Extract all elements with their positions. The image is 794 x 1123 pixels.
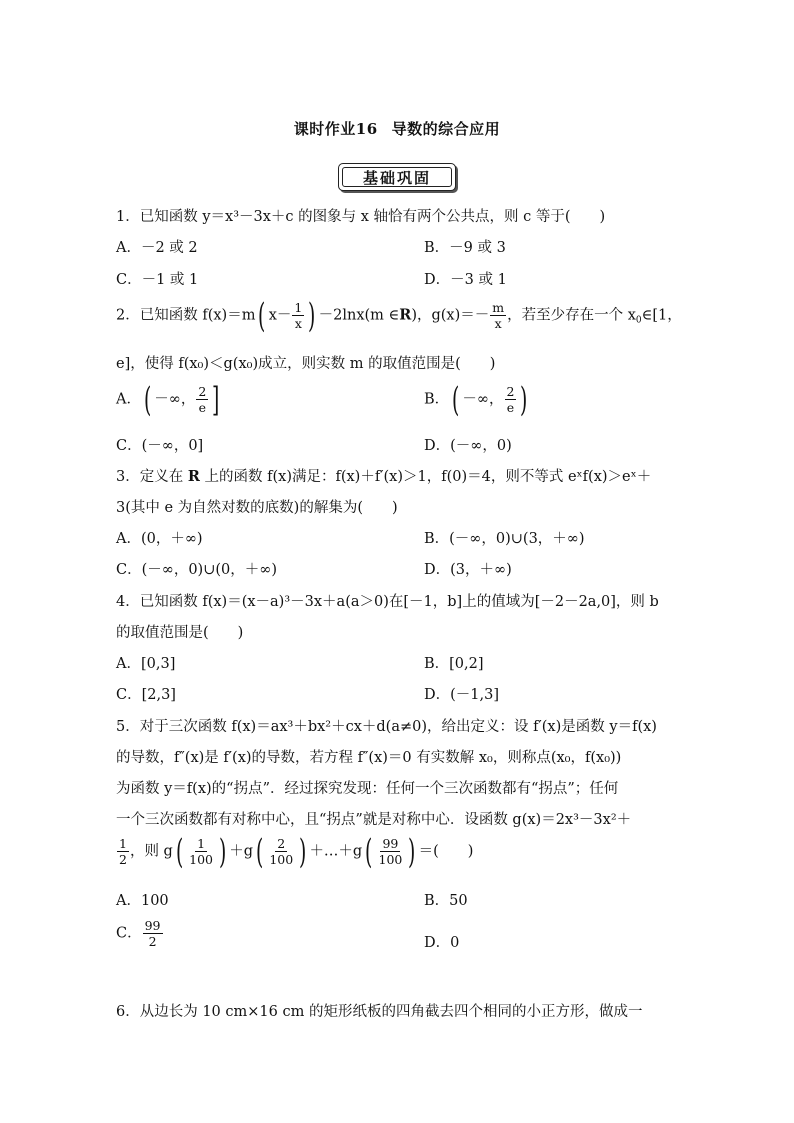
q3-option-c: C．(－∞，0)∪(0，＋∞)	[116, 562, 277, 578]
section-badge	[338, 163, 456, 191]
q5-option-d: D．0	[424, 935, 460, 951]
q3-option-d: D．(3，＋∞)	[424, 562, 512, 578]
q5-stem-line5: $\frac{1}{2}$ ，则 g( $\frac{1}{100}$ ) ＋g( $\frac{2}{100}$ ) ＋…＋g( $\frac{99}{100}$ ) ＝( )	[119, 831, 474, 872]
q3-stem-line1: 3．定义在 R 上的函数 f(x)满足：f(x)＋f′(x)＞1，f(0)＝4，则不等式 eˣf(x)＞eˣ＋	[116, 468, 652, 485]
q3-option-b: B．(－∞，0)∪(3，＋∞)	[424, 531, 585, 547]
q5-stem-line3: 为函数 y＝f(x)的“拐点”．经过探究发现：任何一个三次函数都有“拐点”；任何	[116, 781, 619, 797]
q4-option-d: D．(－1,3]	[424, 687, 499, 703]
lesson-label: 课时作业16	[293, 120, 378, 138]
page-title	[0, 118, 794, 139]
q5-option-a: A．100	[116, 893, 169, 909]
q4-option-a: A．[0,3]	[116, 656, 176, 672]
q1-option-b: B．－9 或 3	[424, 240, 506, 256]
q4-option-b: B．[0,2]	[424, 656, 484, 672]
q4-option-c: C．[2,3]	[116, 687, 176, 703]
q5-stem-line4: 一个三次函数都有对称中心，且“拐点”就是对称中心．设函数 g(x)＝2x³－3x²＋	[116, 812, 632, 828]
q1-option-a: A．－2 或 2	[116, 240, 198, 256]
q3-stem-line2: 3(其中 e 为自然对数的底数)的解集为( )	[116, 500, 398, 516]
q1-stem: 1．已知函数 y＝x³－3x＋c 的图象与 x 轴恰有两个公共点，则 c 等于( )	[116, 209, 606, 225]
q2-frac-m-over-x: $\frac{m}{x}$	[492, 300, 505, 331]
q2-option-c: C．(－∞，0]	[116, 438, 204, 454]
section-label: 基础巩固	[342, 167, 452, 187]
q1-option-d: D．－3 或 1	[424, 272, 507, 288]
q2-option-b: B．( －∞， $\frac{2}{e}$ )	[424, 379, 528, 420]
q2-option-d: D．(－∞，0)	[424, 438, 512, 454]
topic-label: 导数的综合应用	[391, 120, 501, 138]
q5-stem-line2: 的导数，f″(x)是 f′(x)的导数，若方程 f″(x)＝0 有实数解 x₀，则称点(x₀，f(x₀))	[116, 750, 622, 766]
q2-stem-line2: e]，使得 f(x₀)＜g(x₀)成立，则实数 m 的取值范围是( )	[116, 356, 496, 372]
q5-option-c: C． $\frac{99}{2}$	[116, 918, 161, 949]
q2-option-a: A．( －∞， $\frac{2}{e}$ ]	[116, 379, 220, 420]
q1-option-c: C．－1 或 1	[116, 272, 199, 288]
q3-option-a: A．(0，＋∞)	[116, 531, 203, 547]
q4-stem-line2: 的取值范围是( )	[116, 625, 244, 641]
q2-stem-line1: 2．已知函数 f(x)＝m( x－ $\frac{1}{x}$ ) －2lnx(m ∈R)，g(x)＝－ $\frac{m}{x}$ ，若至少存在一个 $x_0\in[1$，	[116, 295, 682, 336]
q5-stem-line1: 5．对于三次函数 f(x)＝ax³＋bx²＋cx＋d(a≠0)，给出定义：设 f′(x)是函数 y＝f(x)	[116, 719, 657, 735]
q5-option-b: B．50	[424, 893, 468, 909]
q6-stem-line1: 6．从边长为 10 cm×16 cm 的矩形纸板的四角截去四个相同的小正方形，做成一	[116, 1004, 643, 1020]
q4-stem-line1: 4．已知函数 f(x)＝(x－a)³－3x＋a(a＞0)在[－1，b]上的值域为[－2－2a,0]，则 b	[116, 594, 659, 610]
q2-frac-1-over-x: $\frac{1}{x}$	[294, 300, 303, 331]
